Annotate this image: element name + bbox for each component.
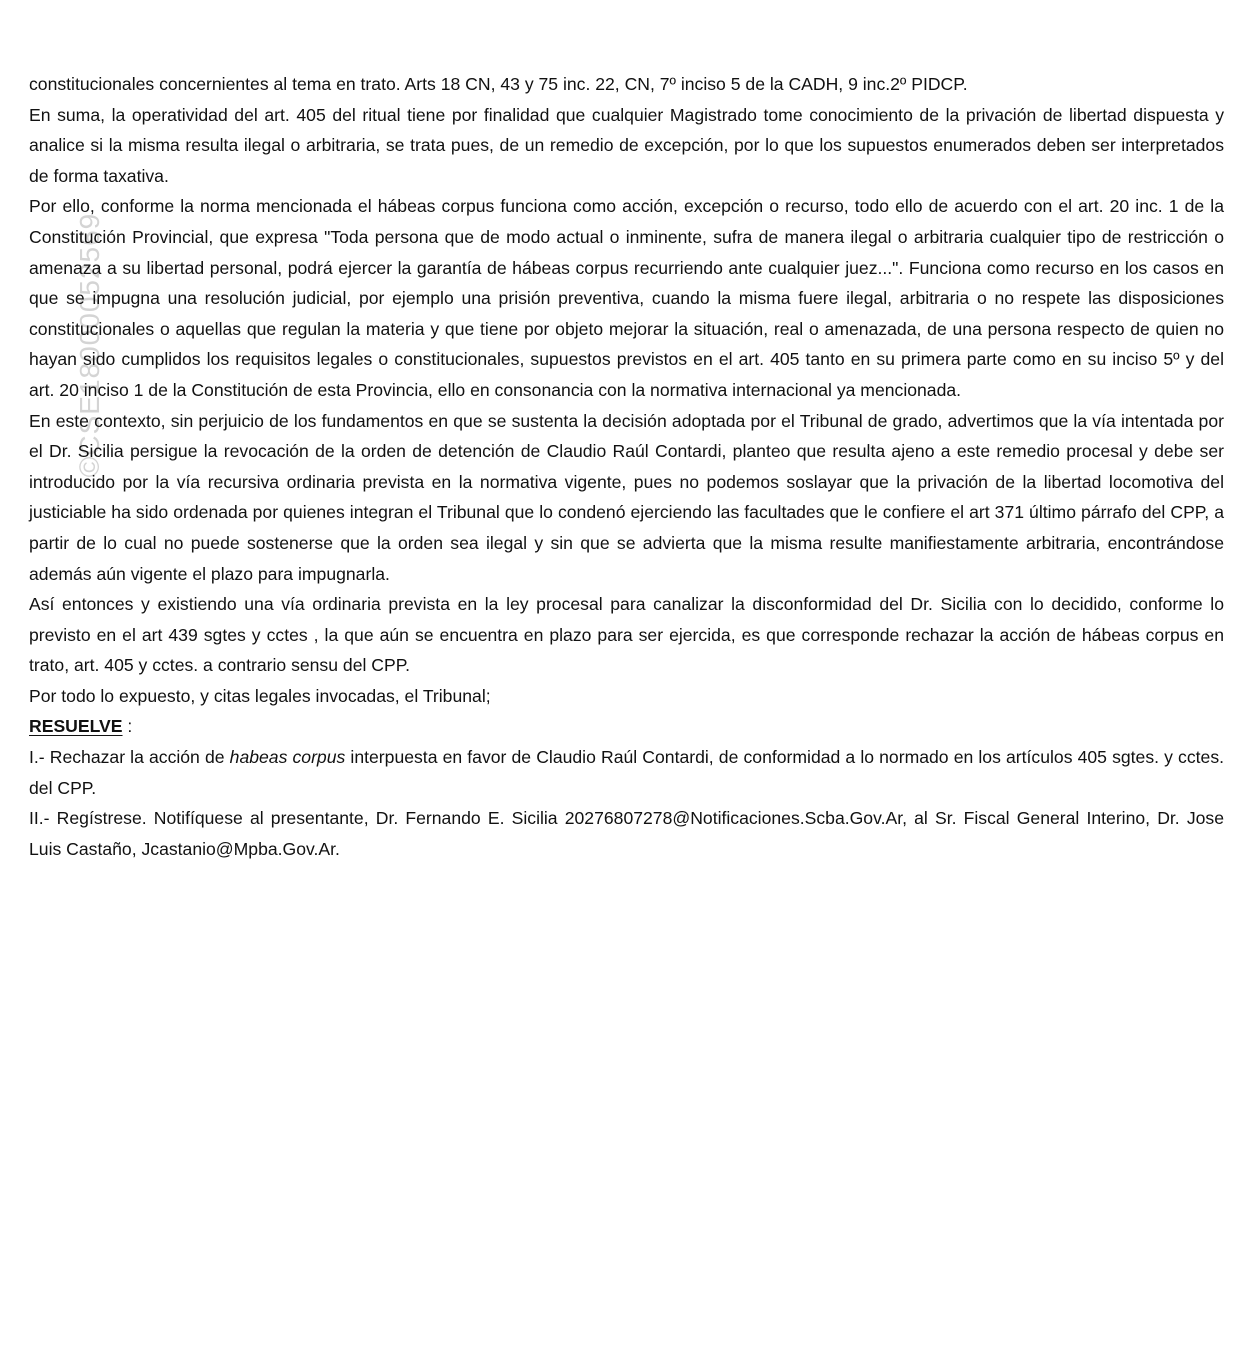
resolution-heading-line [29, 711, 1224, 742]
resolution-item-1-before: I.- Rechazar la acción de [29, 747, 230, 768]
paragraph-via-ordinaria: Así entonces y existiendo una vía ordinaria prevista en la ley procesal para canalizar la disconformidad del Dr. Sicilia con lo decidido, conforme lo previsto en el art 439 sgtes y cctes , la que aún se encuentra en plazo para ser ejercida, es que corresponde rechazar la acción de hábeas corpus en trato, art. 405 y cctes. a contrario sensu del CPP. [29, 594, 1224, 676]
paragraph-contexto: En este contexto, sin perjuicio de los fundamentos en que se sustenta la decisión adoptada por el Tribunal de grado, advertimos que la vía intentada por el Dr. Sicilia persigue la revocación de la orden de detención de Claudio Raúl Contardi, planteo que resulta ajeno a este remedio procesal y debe ser introducido por la vía recursiva ordinaria prevista en la normativa vigente, pues no podemos soslayar que la privación de la libertad locomotiva del justiciable ha sido ordenada por quienes integran el Tribunal que lo condenó ejerciendo las facultades que le confiere el art 371 último párrafo del CPP, a partir de lo cual no puede sostenerse que la orden sea ilegal y sin que se advierta que la misma resulte manifiestamente arbitraria, encontrándose además aún vigente el plazo para impugnarla. [29, 410, 1224, 584]
document-page [29, 69, 1224, 864]
resolution-item-1 [29, 742, 1224, 803]
resolution-item-2: II.- Regístrese. Notifíquese al presentante, Dr. Fernando E. Sicilia 20276807278@Notificaciones.Scba.Gov.Ar, al Sr. Fiscal General Interino, Dr. Jose Luis Castaño, Jcastanio@Mpba.Gov.Ar. [29, 808, 1224, 859]
paragraph-operatividad: En suma, la operatividad del art. 405 del ritual tiene por finalidad que cualquier Magistrado tome conocimiento de la privación de libertad dispuesta y analice si la misma resulta ilegal o arbitraria, se trata pues, de un remedio de excepción, por lo que los supuestos enumerados deben ser interpretados de forma taxativa. [29, 104, 1224, 186]
resolution-item-1-italic: habeas corpus [229, 747, 346, 768]
resolution-item-1-after: interpuesta en favor de Claudio Raúl Contardi, de conformidad a lo normado en los artículos 405 sgtes. y cctes. del CPP. [29, 747, 1225, 798]
resolution-heading-suffix: : [122, 716, 133, 737]
paragraph-por-todo-lo-expuesto: Por todo lo expuesto, y citas legales invocadas, el Tribunal; [29, 685, 491, 706]
resolution-heading: RESUELVE [29, 716, 123, 737]
paragraph-constitutional-references: constitucionales concernientes al tema en trato. Arts 18 CN, 43 y 75 inc. 22, CN, 7º inciso 5 de la CADH, 9 inc.2º PIDCP. [29, 74, 968, 94]
paragraph-habeas-corpus-norma: Por ello, conforme la norma mencionada el hábeas corpus funciona como acción, excepción o recurso, todo ello de acuerdo con el art. 20 inc. 1 de la Constitución Provincial, que expresa "Toda persona que de modo actual o inminente, sufra de manera ilegal o arbitraria cualquier tipo de restricción o amenaza a su libertad personal, podrá ejercer la garantía de hábeas corpus recurriendo ante cualquier juez...". Funciona como recurso en los casos en que se impugna una resolución judicial, por ejemplo una prisión preventiva, cuando la misma fuere ilegal, arbitraria o no respete las disposiciones constitucionales o aquellas que regulan la materia y que tiene por objeto mejorar la situación, real o amenazada, de una persona respecto de quien no hayan sido cumplidos los requisitos legales o constitucionales, supuestos previstos en el art. 405 tanto en su primera parte como en su inciso 5º y del art. 20 inciso 1 de la Constitución de esta Provincia, ello en consonancia con la normativa internacional ya mencionada. [29, 196, 1224, 400]
document-watermark: ©CSE18000052569 [74, 212, 105, 478]
